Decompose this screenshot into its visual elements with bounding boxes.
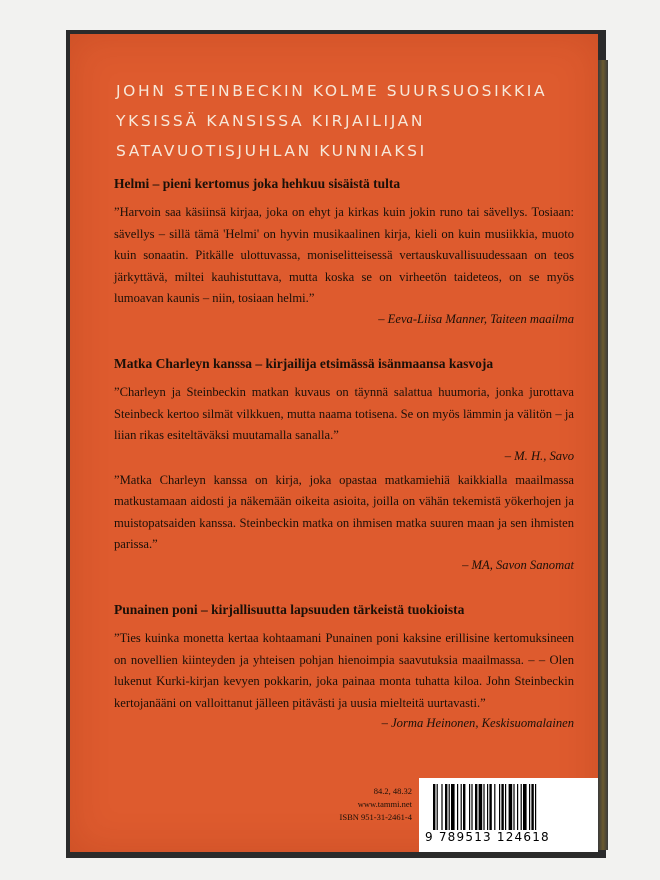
review-quote: ”Ties kuinka monetta kertaa kohtaamani Punainen poni kaksine erillisine kertomuksineen on novellien kiinteyden ja yhteisen pohjan hienoimpia saavutuksia maailmassa. – – Olen lukenut Kurki-kirjan kevyen pokkarin, joka painaa monta tuhatta kiloa. John Steinbeckin kertojanääni on valloittanut jälleen pitävästi ja uusia mielteitä uurtavasti.” <box>114 631 574 710</box>
barcode-bar <box>521 784 522 830</box>
barcode-bar <box>441 784 442 830</box>
barcode-bar <box>469 784 470 830</box>
barcode-bar <box>523 784 527 830</box>
barcode-bar <box>505 784 506 830</box>
barcode-bar <box>494 784 495 830</box>
headline-line: SATAVUOTISJUHLAN KUNNIAKSI <box>116 142 427 160</box>
headline-line: YKSISSÄ KANSISSA KIRJAILIJAN <box>116 112 426 130</box>
book-spine-edge <box>598 60 608 850</box>
barcode-bar <box>471 784 472 830</box>
publisher-website: www.tammi.net <box>357 799 412 809</box>
barcode-bar <box>461 784 462 830</box>
barcode-bar <box>433 784 435 830</box>
barcode-bar <box>445 784 447 830</box>
review-quote: ”Charleyn ja Steinbeckin matkan kuvaus on täynnä salattua huumoria, jonka jurottava Steinbeck kertoo silmät vilkkuen, mutta naama totisena. Se on myös lämmin ja välitön – ja liian rikas esiteltäväksi muutamalla sanalla.” <box>114 385 574 442</box>
barcode-bar <box>475 784 477 830</box>
review-attribution: – M. H., Savo <box>504 448 574 463</box>
barcode-bar <box>487 784 488 830</box>
section-title: Punainen poni – kirjallisuutta lapsuuden tärkeistä tuokioista <box>114 602 465 617</box>
barcode-bar <box>501 784 503 830</box>
barcode-bar <box>531 784 533 830</box>
book-back-cover <box>70 34 598 852</box>
barcode-bar <box>513 784 514 830</box>
barcode-bar <box>517 784 518 830</box>
barcode-bar <box>489 784 491 830</box>
section-matka-charleyn-kanssa <box>114 356 574 573</box>
barcode-bar <box>449 784 450 830</box>
section-helmi <box>114 176 574 327</box>
section-title: Helmi – pieni kertomus joka hehkuu sisäistä tulta <box>114 176 401 191</box>
barcode-label <box>419 778 598 852</box>
barcode-graphic <box>433 784 585 830</box>
barcode-bar <box>535 784 536 830</box>
review-quote: ”Matka Charleyn kanssa on kirja, joka opastaa matkamiehiä kaikkialla maailmassa matkustamaan aidosti ja näkemään oikeita asioita, joilla on vähän tekemistä yökerhojen ja muistopatsaiden kanssa. Steinbeckin matka on ihmisen matka suuren maan ja sen ihmisten parissa.” <box>114 472 574 551</box>
review-attribution: – Jorma Heinonen, Keskisuomalainen <box>381 716 574 730</box>
barcode-bar <box>529 784 530 830</box>
section-title: Matka Charleyn kanssa – kirjailija etsimässä isänmaansa kasvoja <box>114 356 494 371</box>
barcode-bar <box>483 784 484 830</box>
barcode-bar <box>463 784 465 830</box>
section-punainen-poni <box>114 602 574 731</box>
review-attribution: – MA, Savon Sanomat <box>462 557 574 572</box>
review-quote: ”Harvoin saa käsiinsä kirjaa, joka on ehyt ja kirkas kuin jokin runo tai sävellys. Tosiaan: sävellys – sillä tämä 'Helmi' on hyvin musikaalinen kirja, kieli on kuin musiikkia, muoto kuin sonaatin. Pitkälle ulottuvassa, moniselitteisessä vertauskuvallisuudessaan on teos järkyttävä, miltei kauhistuttava, mutta koska se on virheetön taideteos, on se myös lumoavan kaunis – niin, tosiaan helmi.” <box>114 205 574 305</box>
barcode-digits: 9 789513 124618 <box>425 830 550 844</box>
barcode-bar <box>451 784 455 830</box>
classification-code: 84.2, 48.32 <box>373 786 412 796</box>
cover-headline <box>116 76 586 166</box>
barcode-bar <box>437 784 438 830</box>
headline-line: JOHN STEINBECKIN KOLME SUURSUOSIKKIA <box>116 82 548 100</box>
barcode-bar <box>457 784 458 830</box>
barcode-bar <box>479 784 483 830</box>
isbn-text: ISBN 951-31-2461-4 <box>339 812 412 822</box>
barcode-bar <box>499 784 500 830</box>
barcode-bar <box>509 784 513 830</box>
review-attribution: – Eeva-Liisa Manner, Taiteen maailma <box>378 311 574 326</box>
publisher-info <box>302 785 412 824</box>
